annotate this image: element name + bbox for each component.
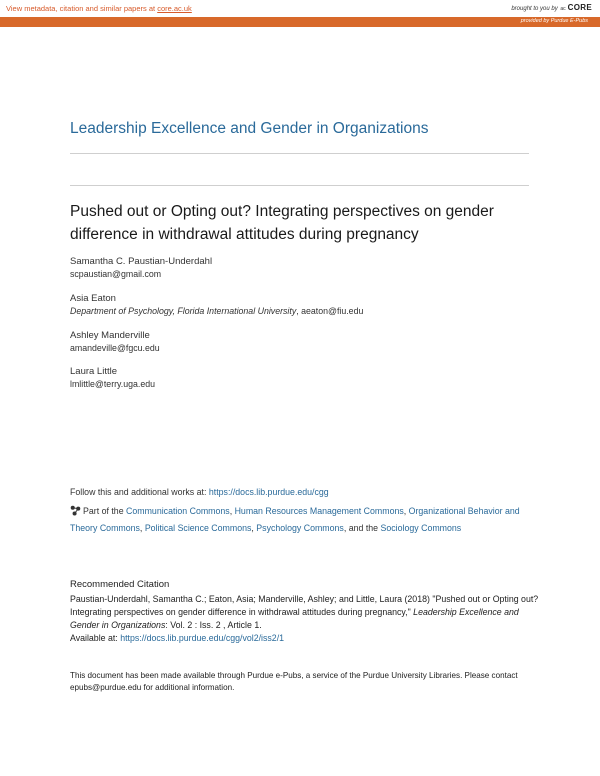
core-logo-text: CORE	[567, 3, 592, 12]
core-link-prefix: View metadata, citation and similar papers at	[6, 4, 158, 13]
availability-notice: This document has been made available through Purdue e-Pubs, a service of the Purdue University Libraries. Please contact epubs@purdue.edu for additional information.	[70, 671, 518, 692]
citation-text: Paustian-Underdahl, Samantha C.; Eaton, Asia; Manderville, Ashley; and Little, Laura (2018) "Pushed out or Opting out? Integrating perspectives on gender difference in withdrawal attitudes during pregnancy,"	[70, 594, 539, 617]
citation-volume: : Vol. 2 : Iss. 2 , Article 1.	[165, 620, 262, 630]
core-link-site[interactable]: core.ac.uk	[157, 4, 192, 13]
separator: ,	[139, 523, 145, 533]
core-brand[interactable]	[511, 3, 592, 12]
provided-by-label: provided by Purdue E-Pubs	[520, 18, 588, 24]
follow-link[interactable]: https://docs.lib.purdue.edu/cgg	[208, 487, 329, 497]
author-email: scpaustian@gmail.com	[70, 269, 162, 279]
divider-bottom	[70, 185, 529, 186]
brought-by-label: brought to you by	[511, 6, 558, 12]
discipline-link-communication[interactable]: Communication Commons	[126, 506, 230, 516]
series-title[interactable]: Leadership Excellence and Gender in Organizations	[70, 120, 429, 137]
available-at-link[interactable]: https://docs.lib.purdue.edu/cgg/vol2/iss2/1	[120, 633, 285, 643]
part-of-block	[70, 503, 535, 537]
discipline-link-sociology[interactable]: Sociology Commons	[380, 523, 462, 533]
author-block	[70, 329, 160, 355]
separator: ,	[403, 506, 409, 516]
core-metadata-link[interactable]	[6, 4, 192, 13]
discipline-link-psychology[interactable]: Psychology Commons	[256, 523, 344, 533]
recommended-citation-heading: Recommended Citation	[70, 579, 170, 590]
citation-journal: Leadership Excellence and Gender in Organizations	[70, 607, 519, 630]
available-at-label: Available at:	[70, 633, 121, 643]
commons-network-icon	[70, 505, 81, 516]
follow-label: Follow this and additional works at:	[70, 487, 209, 497]
affiliation-text: Department of Psychology, Florida International University	[70, 306, 297, 316]
author-email: lmlittle@terry.uga.edu	[70, 379, 156, 389]
author-block	[70, 255, 212, 281]
discipline-link-org-behavior[interactable]: Organizational Behavior and Theory Commons	[70, 506, 520, 533]
author-name: Ashley Manderville	[70, 330, 150, 341]
part-of-label: Part of the	[83, 506, 127, 516]
author-block	[70, 365, 155, 391]
author-email: aeaton@fiu.edu	[301, 306, 364, 316]
follow-line	[70, 487, 329, 497]
author-name: Asia Eaton	[70, 293, 116, 304]
separator: ,	[229, 506, 235, 516]
author-email: amandeville@fgcu.edu	[70, 343, 160, 353]
core-banner-top	[0, 0, 600, 17]
author-block	[70, 292, 363, 318]
core-banner-strip	[0, 17, 600, 27]
article-title: Pushed out or Opting out? Integrating perspectives on gender difference in withdrawal attitudes during pregnancy	[70, 203, 494, 243]
separator: ,	[251, 523, 257, 533]
author-affiliation: Department of Psychology, Florida International University, aeaton@fiu.edu	[70, 306, 364, 316]
discipline-link-hrm[interactable]: Human Resources Management Commons	[234, 506, 404, 516]
author-name: Laura Little	[70, 366, 118, 377]
discipline-link-political-science[interactable]: Political Science Commons	[144, 523, 252, 533]
core-logo-icon: ac	[560, 6, 566, 12]
core-banner	[0, 0, 600, 27]
divider-top	[70, 153, 529, 154]
author-name: Samantha C. Paustian-Underdahl	[70, 256, 213, 267]
separator-and: , and the	[343, 523, 381, 533]
recommended-citation	[70, 593, 540, 645]
